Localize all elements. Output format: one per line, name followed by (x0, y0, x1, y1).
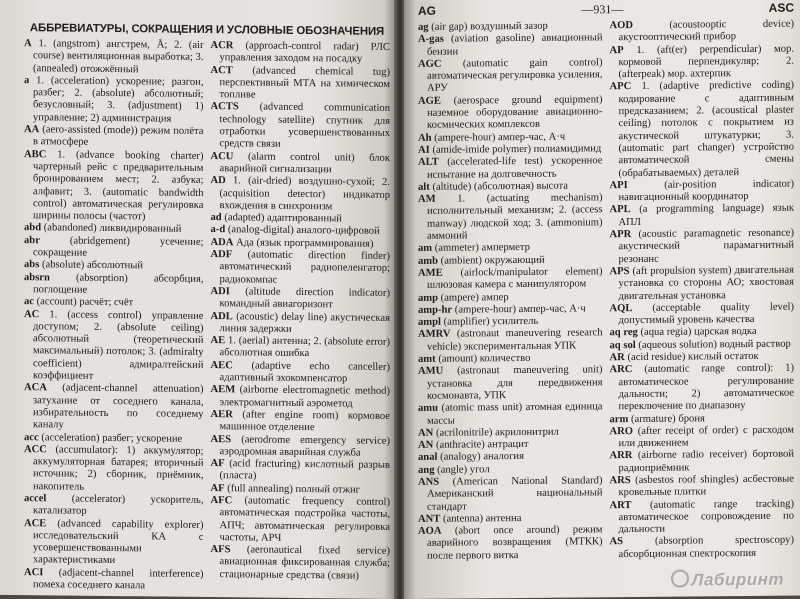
dictionary-entry (24, 567, 204, 593)
entry-term: AMU (418, 365, 444, 378)
entry-definition: 1. (aerial) антенна; 2. (absolute error) абсолютная ошибка (219, 335, 390, 360)
running-head-first-entry: AG (418, 3, 436, 18)
entry-term: API (609, 179, 628, 192)
dictionary-entry (610, 535, 795, 561)
entry-term: acc (24, 431, 39, 443)
entry-definition: (antenna) антенна (443, 512, 522, 525)
dictionary-entry (610, 178, 795, 204)
entry-definition: (advanced communication technology satellite) спутник для отработки усовершенствованных средств связи (219, 102, 390, 151)
dictionary-entry (418, 57, 603, 96)
entry-term: accel (24, 493, 47, 505)
entry-definition: (armature) броня (630, 412, 705, 425)
entry-definition: (air gap) воздушный зазор (431, 20, 548, 33)
entry-definition: (acrilonitrile) акрилонитрил (435, 426, 559, 439)
dictionary-entry (24, 38, 204, 77)
entry-term: ACR (210, 40, 234, 52)
dictionary-entry (610, 265, 795, 304)
entry-term: ACA (24, 382, 47, 394)
entry-definition: (acoustooptic device) акустооптический прибор (618, 18, 794, 44)
entry-definition: (aerodrome emergency service) аэродромная аварийная служба (219, 433, 390, 459)
entry-definition: (automatic frequency control) автоматическая подстройка частоты, АПЧ; автоматическая регулировка частоты, АРЧ (219, 495, 390, 544)
entry-term: AN (418, 439, 434, 451)
entry-definition: (astronaut maneuvering unit) установка для передвижения космонавта, УПК (427, 364, 603, 402)
entry-definition: (amide-imide polymer) полиамидимид (432, 143, 602, 156)
dictionary-entry (24, 235, 204, 261)
entry-definition: 1. (access control) управление доступом; 2. (absolute ceiling) абсолютный (теоретический максимальный) потолок; 3. (admiralty coefficient) адмиралтейский коэффициент (33, 308, 204, 382)
entry-term: AF (210, 482, 225, 494)
dictionary-entry (610, 43, 795, 82)
dictionary-entry (211, 175, 391, 214)
dictionary-entry (610, 203, 795, 229)
entry-term: AE (210, 335, 226, 347)
left-column-1 (24, 38, 204, 593)
entry-definition: (aero-assisted (mode)) режим полёта в атмосфере (33, 124, 204, 149)
entry-term: am (418, 243, 433, 255)
entry-term: AF (210, 458, 225, 470)
dictionary-entry (211, 65, 391, 104)
entry-term: amu (418, 402, 439, 415)
entry-term: AM (418, 193, 436, 206)
dictionary-entry (211, 40, 391, 66)
dictionary-entry (610, 424, 795, 450)
entry-term: ARO (609, 425, 634, 438)
entry-term: AGE (418, 95, 441, 107)
dictionary-entry (418, 303, 603, 317)
entry-term: ACU (210, 150, 234, 162)
entry-definition: 1. (actuating mechanism) исполнительный механизм; 2. (access manway) людской ход; 3. (ammonium) аммоний (427, 192, 603, 242)
entry-term: ampl (418, 316, 441, 329)
entry-definition: (ammeter) амперметр (434, 242, 530, 255)
entry-term: AQL (609, 302, 633, 315)
section-title: АББРЕВИАТУРЫ, СОКРАЩЕНИЯ И УСЛОВНЫЕ ОБОЗНАЧЕНИЯ (29, 22, 385, 38)
dictionary-entry (610, 19, 795, 45)
dictionary-entry (418, 475, 603, 514)
dictionary-entry (610, 338, 795, 352)
entry-term: AEC (210, 359, 233, 372)
entry-definition: (accumulator): 1) аккумулятор; аккумуляторная батарея; вторичный источник; 2) сборник, приёмник, накопитель (33, 444, 204, 493)
entry-term: abd (24, 222, 42, 234)
entry-definition: (automatic gain control) автоматическая регулировка усиления, АРУ (427, 57, 603, 95)
entry-term: anal (418, 452, 438, 464)
entry-term: APL (609, 204, 631, 216)
dictionary-entry (610, 228, 795, 267)
dictionary-entry (610, 301, 795, 327)
entry-definition: (adaptive echo canceller) адаптивный эхокомпенсатор (219, 360, 390, 385)
dictionary-entry (24, 75, 204, 126)
entry-definition: (anthracite) антрацит (435, 439, 529, 451)
entry-term: amp (418, 292, 439, 304)
dictionary-entry (211, 434, 391, 460)
right-page-columns (418, 19, 794, 563)
entry-term: abs (24, 259, 40, 271)
dictionary-entry (211, 384, 391, 410)
entry-definition: (ampere-hour) ампер-час, А·ч (454, 303, 586, 316)
entry-definition: Ада (язык программирования) (236, 237, 374, 250)
entry-definition: (account) расчёт; счёт (36, 296, 134, 309)
left-column-2 (211, 40, 391, 595)
entry-definition: 1. (aft(er) perpendicular) мор. кормовой перпендикуляр; 2. (afterpeak) мор. ахтерпик (618, 43, 794, 81)
dictionary-entry (610, 449, 795, 475)
entry-term: AFC (210, 495, 233, 507)
dictionary-entry (211, 544, 391, 583)
entry-definition: (acceleration) разбег; ускорение (41, 431, 183, 445)
entry-definition: (ambient) окружающий (440, 254, 545, 267)
dictionary-entry (24, 382, 204, 433)
entry-term: APS (609, 265, 630, 278)
entry-definition: (advanced chemical tug) перспективный МТА на химическом топливе (219, 65, 390, 101)
entry-term: ang (418, 464, 435, 476)
entry-term: amt (418, 353, 436, 365)
entry-definition: (acceptable quality level) допустимый уровень качества (618, 301, 794, 327)
dictionary-entry (211, 249, 391, 288)
entry-term: a-d (210, 224, 226, 236)
entry-term: ADA (210, 236, 234, 249)
entry-definition: (ampere-hour) ампер-час, А·ч (434, 131, 566, 144)
entry-definition: (astronaut maneuvering research vehicle) экспериментальная УПК (427, 327, 603, 353)
dictionary-entry (610, 363, 795, 414)
entry-term: AI (418, 144, 430, 156)
dictionary-entry (211, 311, 391, 337)
dictionary-entry (211, 286, 391, 312)
entry-term: ADF (210, 249, 233, 261)
entry-definition: (adapted) адаптированный (224, 212, 342, 225)
labirint-logo-icon (671, 570, 689, 588)
entry-term: aq reg (609, 327, 638, 339)
entry-definition: (acid fracturing) кислотный разрыв (пласта) (219, 458, 390, 482)
entry-term: AGC (418, 58, 442, 70)
entry-term: AN (418, 427, 434, 439)
entry-term: ADL (210, 310, 233, 322)
running-head-last-entry: ASC (768, 0, 794, 15)
left-page-columns (24, 38, 390, 595)
dictionary-entry (211, 102, 391, 153)
entry-definition: (acid residue) кислый остаток (627, 350, 759, 364)
dictionary-entry (24, 272, 204, 298)
dictionary-entry (418, 192, 603, 243)
entry-term: ad (210, 212, 222, 224)
entry-definition: 1. (adaptive predictive coding) кодирование с адаптивным предсказанием; 2. (acoustical plaster ceiling) потолок с покрытием из акустической штукатурки; 3. (automatic part changer) устройство автоматической смены (обрабатываемых) деталей (618, 80, 794, 179)
dictionary-entry (610, 474, 795, 500)
entry-definition: (abandoned) ликвидированный (43, 222, 182, 236)
entry-definition: 1. (advance booking charter) чартерный рейс с предварительным бронированием мест; 2. азбука; алфавит; 3. (automatic bandwidth control) автоматическая регулировка ширины полосы (частот) (33, 149, 204, 223)
dictionary-entry (418, 156, 603, 182)
dictionary-entry (418, 94, 603, 133)
dictionary-entry (418, 33, 603, 59)
entry-term: AD (210, 175, 226, 187)
entry-definition: (airlock/manipulator element) шлюзовая камера с манипулятором (427, 266, 603, 292)
entry-term: AA (24, 124, 40, 136)
dictionary-entry (211, 409, 391, 435)
dictionary-entry (24, 444, 204, 495)
entry-term: ARS (609, 475, 631, 487)
dictionary-entry (211, 360, 391, 386)
entry-definition: (asbestos roof shingles) асбестовые кровельные плитки (618, 473, 794, 499)
entry-term: AMRV (418, 329, 451, 341)
entry-term: ACTS (210, 101, 239, 113)
entry-definition: (accelerated-life test) ускоренное испытание на долговечность (427, 155, 603, 181)
entry-term: AC (24, 308, 40, 320)
entry-definition: (airborne radio receiver) бортовой радиоприёмник (618, 448, 794, 474)
entry-definition: (ampere) ампер (440, 291, 509, 304)
entry-term: ag (418, 21, 429, 33)
entry-definition: (amplifier) усилитель (443, 315, 539, 328)
entry-definition: (automatic direction finder) автоматический радиопеленгатор; радиокомпас (219, 249, 390, 286)
entry-term: AER (210, 408, 233, 421)
dictionary-entry (418, 401, 603, 427)
dictionary-entry (211, 495, 391, 546)
entry-term: AOA (418, 525, 442, 538)
dictionary-entry (211, 458, 391, 484)
entry-term: amp-hr (418, 304, 453, 316)
dictionary-entry (211, 335, 391, 361)
entry-term: AES (210, 433, 232, 445)
dictionary-entry (610, 80, 795, 180)
entry-definition: (acoustic) delay line) акустическая линия задержки (219, 310, 390, 335)
entry-term: ARR (609, 450, 633, 462)
entry-term: A-gas (418, 33, 444, 46)
right-column-2 (610, 19, 795, 562)
entry-definition: 1. (acceleration) ускорение; разгон, разбег; 2. (absolute) абсолютный; безусловный; 3. (adjustment) 1) управление; 2) администрация (33, 75, 204, 125)
entry-definition: (a programming language) язык АПЛ (618, 203, 794, 228)
entry-term: APC (609, 81, 632, 93)
entry-term: ARC (609, 364, 633, 376)
dictionary-entry (211, 151, 391, 177)
entry-definition: (aviation gasoline) авиационный бензин (427, 32, 603, 58)
entry-definition: (absolute) абсолютный (41, 259, 144, 272)
entry-definition: (analogy) аналогия (440, 451, 524, 464)
dictionary-entry (418, 524, 603, 563)
dictionary-entry (418, 266, 603, 292)
entry-definition: (airborne electromagnetic method) электромагнитный аэрометод (219, 384, 390, 410)
dictionary-entry (24, 149, 204, 225)
dictionary-entry (24, 518, 204, 569)
page-number: —931— (581, 2, 624, 17)
entry-definition: (advanced capability explorer) исследовательский КА с усовершенствованными характеристиками (33, 518, 204, 567)
entry-term: AEM (210, 384, 236, 396)
right-column-1 (418, 20, 603, 563)
entry-term: ACE (24, 517, 47, 529)
entry-term: AP (609, 44, 624, 56)
entry-definition: (automatic range tracking) автоматическое сопровождение по дальности (618, 498, 794, 536)
entry-term: AME (418, 267, 443, 279)
entry-definition: (amount) количество (438, 352, 531, 365)
entry-term: AOD (609, 20, 634, 32)
entry-definition: (after receipt of order) с расходом или движением (618, 424, 795, 450)
entry-definition: 1. (air-dried) воздушно-сухой; 2. (acquisition detector) индикатор вхождения в синхронизм (219, 175, 390, 213)
entry-term: ac (24, 296, 34, 308)
entry-term: APR (609, 229, 632, 241)
dictionary-entry (24, 309, 204, 385)
entry-definition: (abridgement) усечение; сокращение (33, 235, 204, 259)
entry-term: ACT (210, 64, 233, 76)
entry-term: AR (609, 352, 625, 364)
entry-term: Ah (418, 132, 432, 144)
entry-definition: (absorption spectroscopy) абсорбционная спектроскопия (618, 535, 794, 560)
right-page (404, 0, 800, 599)
left-page (0, 0, 396, 599)
entry-term: amb (418, 255, 439, 267)
entry-definition: (adjacent-channel interference) помеха соседнего канала (33, 567, 204, 592)
dictionary-entry (24, 124, 204, 150)
entry-definition: (full annealing) полный отжиг (227, 482, 360, 496)
entry-term: A (24, 38, 32, 50)
entry-definition: (American National Standard) Американский национальный стандарт (427, 475, 603, 513)
entry-term: AFS (210, 544, 231, 556)
entry-term: ART (609, 499, 632, 511)
entry-definition: (air-position indicator) навигационный координатор (618, 178, 794, 204)
entry-definition: (aqua regia) царская водка (640, 326, 757, 339)
entry-term: abr (24, 234, 40, 247)
entry-term: ACC (24, 443, 47, 456)
entry-definition: (aerospace ground equipment) наземное оборудование авиационно-космических комплексов (427, 94, 603, 132)
dictionary-entry (24, 493, 204, 519)
entry-term: aq sol (609, 339, 636, 351)
entry-term: absrn (24, 271, 50, 284)
entry-term: alt (418, 181, 430, 193)
entry-term: ACI (24, 566, 44, 579)
dictionary-entry (418, 328, 603, 354)
entry-term: ADI (210, 285, 230, 298)
entry-definition: (after engine room) кормовое машинное отделение (219, 409, 390, 434)
entry-definition: (aft propulsion system) двигательная установка со стороны АО; хвостовая двигательная установка (618, 264, 794, 302)
entry-definition: 1. (angstrom) ангстрем, Å; 2. (air course) вентиляционная выработка; 3. (annealed) отожжённый (33, 38, 204, 75)
dictionary-entry (418, 365, 603, 404)
entry-term: arm (609, 413, 629, 425)
entry-definition: (analog-digital) аналого-цифровой (227, 224, 380, 238)
entry-term: ALT (418, 156, 439, 169)
entry-definition: (absorption) абсорбция, поглощение (33, 272, 204, 296)
dictionary-entry (610, 498, 795, 537)
entry-term: ANT (418, 513, 441, 525)
entry-definition: (accelerator) ускоритель, катализатор (33, 493, 204, 518)
entry-definition: (adjacent-channel attenuation) затухание от соседнего канала, избирательность по соседнему каналу (33, 382, 204, 431)
entry-term: ABC (24, 148, 47, 161)
entry-definition: (angle) угол (437, 463, 490, 476)
entry-term: AS (609, 536, 624, 548)
entry-definition: (automatic range control): 1) автоматическое регулирование дальности; 2) автоматическое переключение по диапазону (618, 362, 794, 413)
entry-definition: (abort once around) режим аварийного возвращения (МТКК) после первого витка (427, 524, 603, 562)
entry-definition: (approach-control radar) РЛС управления заходом на посадку (219, 40, 390, 65)
running-head (418, 1, 794, 19)
watermark-text: Лабиринт (691, 569, 784, 590)
entry-definition: (altitude) (абсолютная) высота (432, 180, 568, 193)
entry-definition: (aqueous solution) водный раствор (638, 338, 791, 351)
entry-definition: (alarm control unit) блок аварийной сигнализации (219, 151, 390, 176)
watermark-logo (671, 569, 784, 591)
entry-definition: (acoustic paramagnetic resonance) акустический парамагнитный резонанс (618, 227, 794, 265)
entry-term: a (24, 74, 30, 87)
entry-definition: (aeronautical fixed service) авиационная фиксированная служба; стационарные средства (связи) (219, 544, 391, 582)
entry-term: ANS (418, 476, 440, 488)
entry-definition: (atomic mass unit) атомная единица массы (427, 401, 603, 427)
entry-definition: (altitude direction indicator) командный авиагоризонт (219, 286, 390, 311)
